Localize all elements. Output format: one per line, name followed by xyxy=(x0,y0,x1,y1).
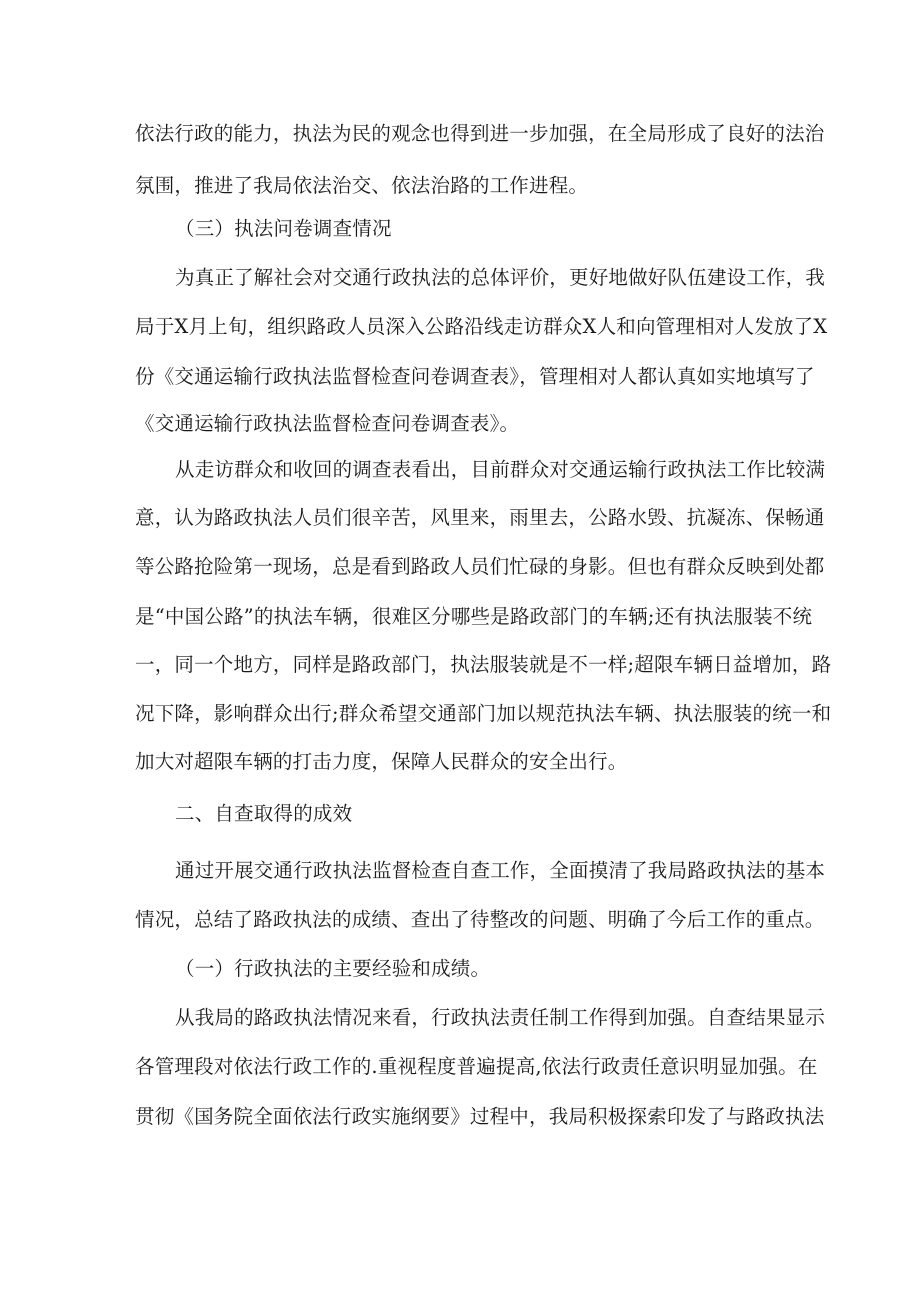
section-heading: 二、自查取得的成效 xyxy=(175,802,353,825)
text-line: 况下降，影响群众出行;群众希望交通部门加以规范执法车辆、执法服装的统一和 xyxy=(135,702,832,725)
text-line: 等公路抢险第一现场，总是看到路政人员们忙碌的身影。但也有群众反映到处都 xyxy=(135,555,825,578)
text-line: 份《交通运输行政执法监督检查问卷调查表》，管理相对人都认真如实地填写了 xyxy=(135,365,815,388)
text-line: 《交通运输行政执法监督检查问卷调查表》。 xyxy=(135,412,520,435)
section-heading: （一）行政执法的主要经验和成绩。 xyxy=(175,957,491,980)
text-line: 一，同一个地方，同样是路政部门，执法服装就是不一样;超限车辆日益增加，路 xyxy=(135,653,832,676)
text-line: 情况，总结了路政执法的成绩、查出了待整改的问题、明确了今后工作的重点。 xyxy=(135,908,825,931)
text-line: 是“中国公路”的执法车辆，很难区分哪些是路政部门的车辆;还有执法服装不统 xyxy=(135,605,813,628)
text-line: 为真正了解社会对交通行政执法的总体评价，更好地做好队伍建设工作，我 xyxy=(175,266,826,289)
text-line: 各管理段对依法行政工作的.重视程度普遍提高,依法行政责任意识明显加强。在 xyxy=(135,1055,818,1078)
text-line: 依法行政的能力，执法为民的观念也得到进一步加强，在全局形成了良好的法治 xyxy=(135,122,825,145)
text-line: 局于X月上旬，组织路政人员深入公路沿线走访群众X人和向管理相对人发放了X xyxy=(135,315,828,338)
text-line: 加大对超限车辆的打击力度，保障人民群众的安全出行。 xyxy=(135,750,628,773)
text-line: 氛围，推进了我局依法治交、依法治路的工作进程。 xyxy=(135,174,589,197)
text-line: 意，认为路政执法人员们很辛苦，风里来，雨里去，公路水毁、抗凝冻、保畅通 xyxy=(135,506,825,529)
text-line: 从我局的路政执法情况来看，行政执法责任制工作得到加强。自查结果显示 xyxy=(175,1006,826,1029)
section-heading: （三）执法问卷调查情况 xyxy=(175,217,392,240)
text-line: 贯彻《国务院全面依法行政实施纲要》过程中，我局积极探索印发了与路政执法 xyxy=(135,1105,825,1128)
text-line: 通过开展交通行政执法监督检查自查工作，全面摸清了我局路政执法的基本 xyxy=(175,859,826,882)
text-line: 从走访群众和收回的调查表看出，目前群众对交通运输行政执法工作比较满 xyxy=(175,458,826,481)
